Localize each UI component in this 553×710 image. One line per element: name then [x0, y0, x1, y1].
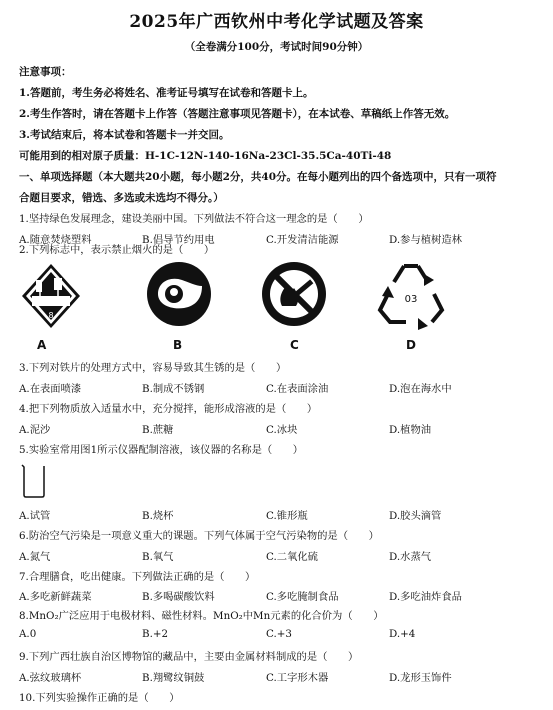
note-item: 1.答题前，考生务必将姓名、准考证号填写在试卷和答题卡上。 — [19, 87, 314, 99]
option-b: B.多喝碳酸饮料 — [142, 591, 215, 603]
sign-letter-d: D — [406, 338, 416, 352]
option-c: C.二氧化硫 — [266, 551, 318, 563]
energy-sign-icon — [144, 256, 214, 336]
option-c: C.+3 — [266, 628, 292, 640]
option-c: C.冰块 — [266, 424, 298, 436]
option-c: C.工字形木器 — [266, 672, 329, 684]
option-c: C.开发清洁能源 — [266, 234, 339, 246]
option-b: B.倡导节约用电 — [142, 234, 215, 246]
question-stem: 2.下列标志中，表示禁止烟火的是（ ） — [19, 244, 215, 256]
question-stem: 4.把下列物质放入适量水中，充分搅拌，能形成溶液的是（ ） — [19, 403, 318, 415]
option-d: D.水蒸气 — [389, 551, 432, 563]
option-b: B.烧杯 — [142, 510, 174, 522]
corrosive-label: 8 — [48, 311, 54, 320]
recycle-code: 03 — [404, 294, 418, 305]
question-stem: 9.下列广西壮族自治区博物馆的藏品中，主要由金属材料制成的是（ ） — [19, 651, 359, 663]
option-b: B.翔鹭纹铜鼓 — [142, 672, 205, 684]
option-b: B.制成不锈钢 — [142, 383, 205, 395]
option-a: A.试管 — [19, 510, 51, 522]
option-d: D.龙形玉饰件 — [389, 672, 452, 684]
beaker-icon — [19, 463, 49, 499]
recycle-sign-icon — [374, 256, 448, 336]
option-a: A.弦纹玻璃杯 — [19, 672, 82, 684]
page-title: 2025年广西钦州中考化学试题及答案 — [129, 12, 424, 32]
option-c: C.多吃腌制食品 — [266, 591, 339, 603]
note-item: 3.考试结束后，将本试卷和答题卡一并交回。 — [19, 129, 230, 141]
question-stem: 7.合理膳食，吃出健康。下列做法正确的是（ ） — [19, 571, 256, 583]
option-d: D.多吃油炸食品 — [389, 591, 462, 603]
option-a: A.随意焚烧塑料 — [19, 234, 92, 246]
note-item: 2.考生作答时，请在答题卡上作答（答题注意事项见答题卡），在本试卷、草稿纸上作答无效。 — [19, 108, 456, 120]
question-stem: 3.下列对铁片的处理方式中，容易导致其生锈的是（ ） — [19, 362, 287, 374]
option-b: B.+2 — [142, 628, 169, 640]
question-stem: 8.MnO₂广泛应用于电极材料、磁性材料。MnO₂中Mn元素的化合价为（ ） — [19, 610, 384, 622]
question-stem: 1.坚持绿色发展理念，建设美丽中国。下列做法不符合这一理念的是（ ） — [19, 213, 369, 225]
question-stem: 10.下列实验操作正确的是（ ） — [19, 692, 180, 704]
question-stem: 6.防治空气污染是一项意义重大的课题。下列气体属于空气污染物的是（ ） — [19, 530, 379, 542]
option-a: A.在表面喷漆 — [19, 383, 82, 395]
question-stem: 5.实验室常用图1所示仪器配制溶液，该仪器的名称是（ ） — [19, 444, 304, 456]
sign-options — [0, 256, 553, 356]
option-d: D.胶头滴管 — [389, 510, 442, 522]
notes-heading: 注意事项： — [19, 66, 72, 78]
option-b: B.氧气 — [142, 551, 174, 563]
page-subtitle: （全卷满分100分，考试时间90分钟） — [184, 41, 369, 53]
option-d: D.泡在海水中 — [389, 383, 452, 395]
sign-letter-b: B — [173, 338, 183, 352]
option-a: A.泥沙 — [19, 424, 51, 436]
atomic-masses: 可能用到的相对原子质量：H-1C-12N-140-16Na-23Cl-35.5Ca-40Ti-48 — [19, 150, 392, 162]
option-a: A.多吃新鲜蔬菜 — [19, 591, 92, 603]
option-c: C.锥形瓶 — [266, 510, 308, 522]
option-b: B.蔗糖 — [142, 424, 174, 436]
corrosive-sign-icon — [18, 256, 84, 336]
section-heading-line2: 合题目要求，错选、多选或未选均不得分。） — [19, 192, 224, 204]
option-d: D.植物油 — [389, 424, 432, 436]
option-a: A.0 — [19, 628, 37, 640]
sign-letter-a: A — [37, 338, 47, 352]
option-c: C.在表面涂油 — [266, 383, 329, 395]
section-heading-line1: 一、单项选择题（本大题共20小题，每小题2分，共40分。在每小题列出的四个备选项中，只有一项符 — [19, 171, 497, 183]
no-fire-sign-icon — [258, 256, 330, 336]
option-d: D.+4 — [389, 628, 416, 640]
option-d: D.参与植树造林 — [389, 234, 462, 246]
option-a: A.氮气 — [19, 551, 51, 563]
sign-letter-c: C — [290, 338, 299, 352]
